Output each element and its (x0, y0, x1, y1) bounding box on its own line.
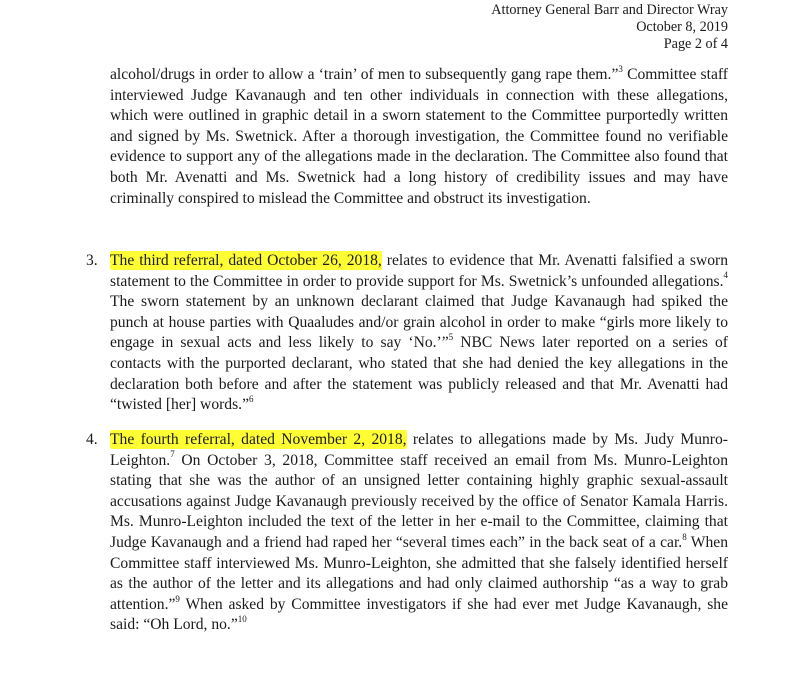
para1-text-a: alcohol/drugs in order to allow a ‘train’ of men to subsequently gang rape them.” (110, 66, 619, 83)
header-page-number: Page 2 of 4 (663, 36, 728, 52)
item-number-3: 3. (86, 252, 98, 269)
page-header (491, 2, 728, 53)
para3-text-b: The sworn statement by an unknown declarant claimed that Judge Kavanaugh had spiked the punch at house parties with Quaaludes and/or grain alcohol in order to make “girls more likely to engage in sexual acts and less likely to say ‘No.’” (110, 293, 728, 352)
footnote-ref-5: 5 (448, 332, 454, 343)
footnote-ref-7: 7 (170, 449, 175, 460)
para4-text-a: relates to allegations made by Ms. Judy Munro-Leighton. (110, 431, 728, 469)
item-number-4: 4. (86, 431, 98, 448)
paragraph-swetnick-continuation (110, 65, 728, 209)
highlight-fourth-referral: The fourth referral, dated November 2, 2018, (110, 431, 407, 448)
footnote-ref-8: 8 (682, 531, 687, 542)
footnote-ref-4: 4 (723, 270, 728, 281)
footnote-ref-9: 9 (175, 593, 180, 604)
para4-text-c: When Committee staff interviewed Ms. Munro-Leighton, she admitted that she falsely identified herself as the author of the letter and its allegations and had only claimed authorship “as a way to grab attention.” (110, 533, 728, 613)
paragraph-third-referral (110, 251, 728, 416)
highlight-third-referral: The third referral, dated October 26, 2018, (110, 252, 382, 269)
footnote-ref-3: 3 (618, 63, 623, 74)
footnote-ref-10: 10 (237, 614, 247, 625)
header-date: October 8, 2019 (636, 19, 728, 35)
para4-text-d: When asked by Committee investigators if she had ever met Judge Kavanaugh, she said: “Oh Lord, no.” (110, 595, 728, 634)
para1-text-b: Committee staff interviewed Judge Kavanaugh and ten other individuals in connection with these allegations, which were outlined in graphic detail in a sworn statement to the Committee purportedly written and signed by Ms. Swetnick. After a thorough investigation, the Committee found no verifiable evidence to support any of the allegations made in the declaration. The Committee also found that both Mr. Avenatti and Ms. Swetnick had a long history of credibility issues and may have criminally conspired to mislead the Committee and obstruct its investigation. (110, 66, 728, 207)
header-recipients: Attorney General Barr and Director Wray (491, 2, 728, 18)
para3-text-c: NBC News later reported on a series of contacts with the purported declarant, who stated that she had denied the key allegations in the declaration both before and after the statement was publicly released and that Mr. Avenatti had “twisted [her] words.” (110, 334, 728, 414)
paragraph-fourth-referral (110, 430, 728, 636)
footnote-ref-6: 6 (249, 393, 254, 404)
para3-text-a: relates to evidence that Mr. Avenatti falsified a sworn statement to the Committee in order to provide support for Ms. Swetnick’s unfounded allegations. (110, 252, 728, 290)
para4-text-b: On October 3, 2018, Committee staff received an email from Ms. Munro-Leighton stating that she was the author of an unsigned letter containing highly graphic sexual-assault accusations against Judge Kavanaugh previously received by the office of Senator Kamala Harris. Ms. Munro-Leighton included the text of the letter in her e-mail to the Committee, claiming that Judge Kavanaugh and a friend had raped her “several times each” in the back seat of a car. (110, 451, 728, 551)
